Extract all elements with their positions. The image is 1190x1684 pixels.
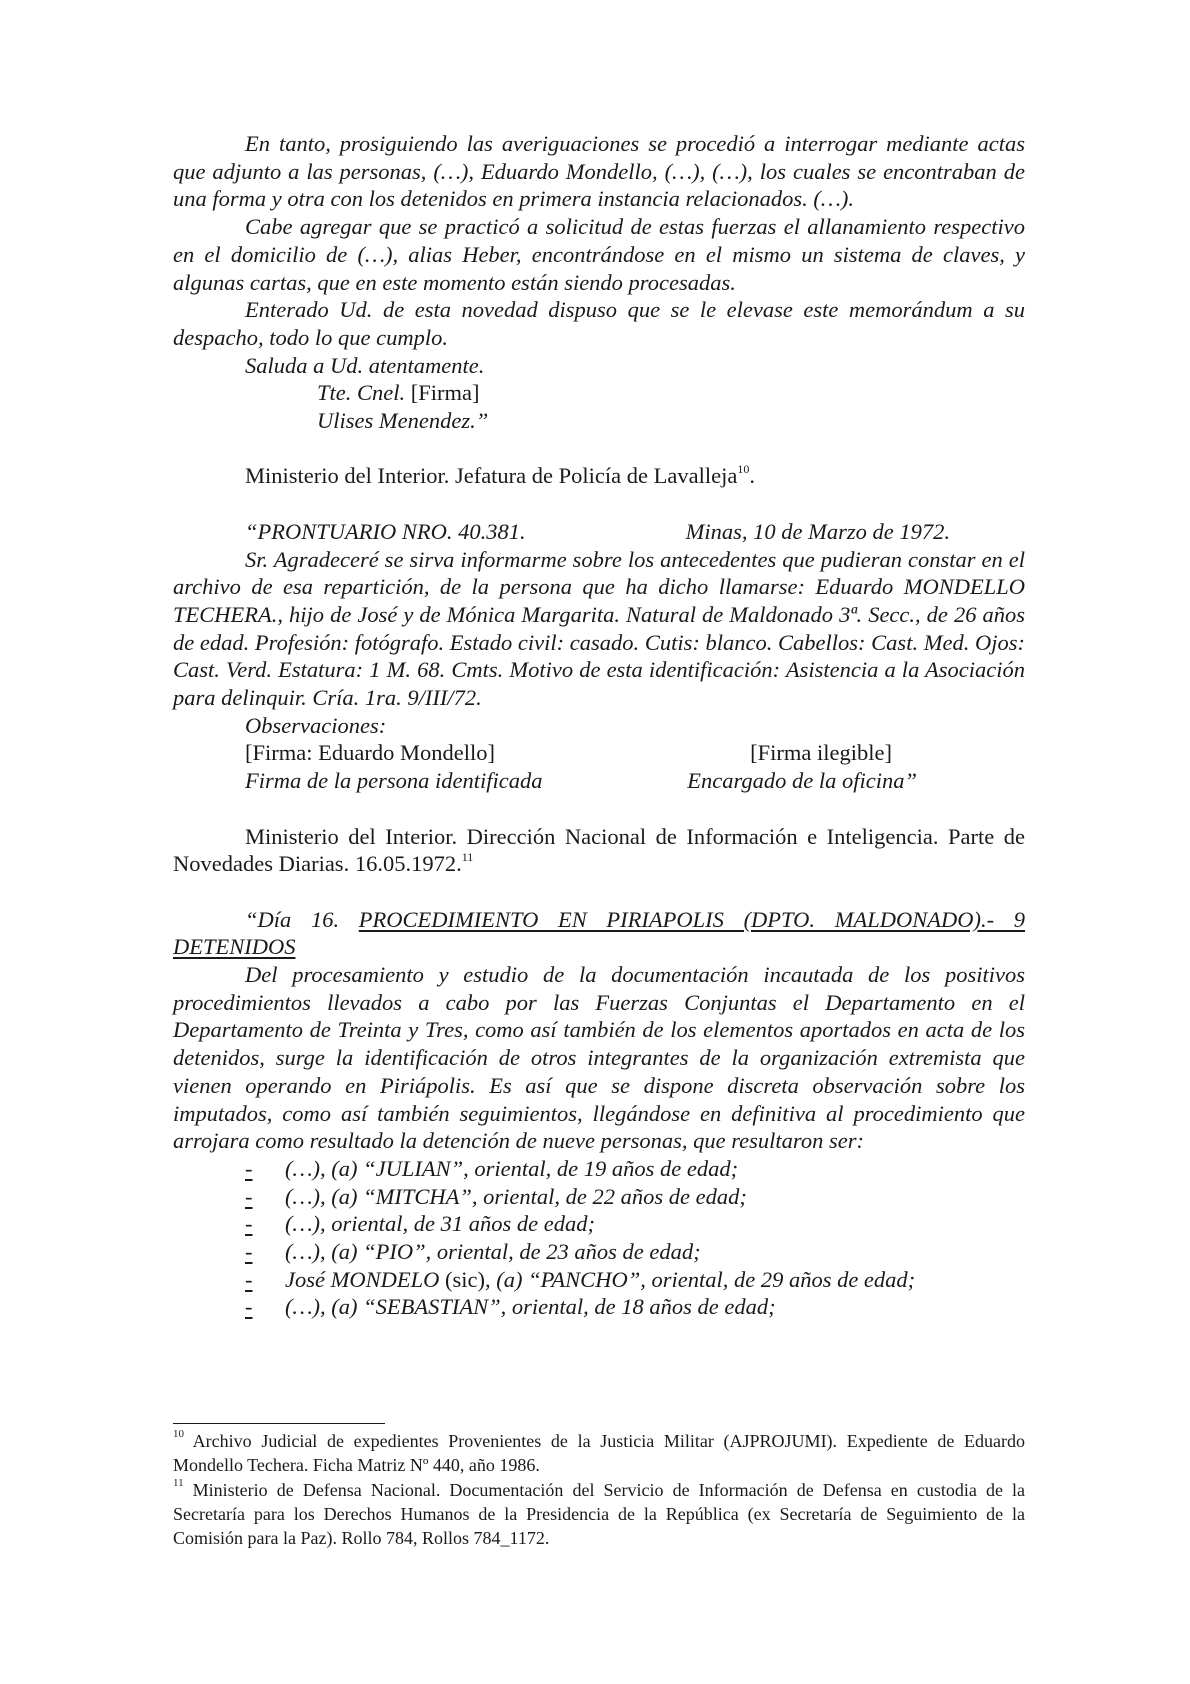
footnote-11 (173, 1478, 1025, 1551)
signature-caption-row (173, 767, 1025, 795)
list-dash: - (245, 1294, 253, 1320)
list-dash: - (245, 1183, 253, 1209)
caption-left: Firma de la persona identificada (245, 768, 543, 794)
list-item-text: (…), (a) “PIO”, oriental, de 23 años de edad; (285, 1239, 701, 1265)
body-text (173, 130, 1025, 1321)
dia-heading-line-2 (173, 933, 1025, 961)
list-item-text: (…), (a) “JULIAN”, oriental, de 19 años de edad; (285, 1155, 739, 1181)
list-item-text (285, 1266, 915, 1294)
paragraph-averiguaciones: En tanto, prosiguiendo las averiguaciones se procedió a interrogar mediante actas que adjunto a las personas, (…), Eduardo Mondello, (…), (…), los cuales se encontraban de una forma y otra con los detenidos en primera instancia relacionados. (…). (173, 131, 1025, 212)
footnote-separator (173, 1423, 385, 1424)
prontuario-line (173, 518, 1025, 546)
footnote-10 (173, 1429, 1025, 1478)
dia-heading-underlined-2: DETENIDOS (173, 934, 296, 960)
list-dash: - (245, 1155, 253, 1181)
source-text: Ministerio del Interior. Dirección Nacional de Información e Inteligencia. Parte de Novedades Diarias. 16.05.1972. (173, 823, 1025, 877)
footnote-number: 10 (173, 1428, 184, 1440)
footnote-ref-10: 10 (737, 461, 750, 476)
list-item-text: (…), (a) “SEBASTIAN”, oriental, de 18 años de edad; (285, 1294, 776, 1320)
paragraph-antecedentes: Sr. Agradeceré se sirva informarme sobre los antecedentes que pudieran constar en el archivo de esa repartición, de la persona que ha dicho llamarse: Eduardo MONDELLO TECHERA., hijo de José y de Mónica Margarita. Natural de Maldonado 3ª. Secc., de 26 años de edad. Profesión: fotógrafo. Estado civil: casado. Cutis: blanco. Cabellos: Cast. Med. Ojos: Cast. Verd. Estatura: 1 M. 68. Cmts. Motivo de esta identificación: Asistencia a la Asociación para delinquir. Cría. 1ra. 9/III/72. (173, 546, 1025, 711)
source-period: . (749, 463, 755, 489)
footnote-number: 11 (173, 1476, 184, 1489)
dia-prefix: “Día 16. (245, 906, 359, 932)
list-dash: - (245, 1239, 253, 1265)
signature-name: Ulises Menendez.” (317, 408, 489, 434)
list-item (245, 1266, 1025, 1294)
footnote-text: Ministerio de Defensa Nacional. Documentación del Servicio de Información de Defensa en custodia de la Secretaría para los Derechos Humanos de la Presidencia de la República (ex Secretaría de Seguimiento de la Comisión para la Paz). Rollo 784, Rollos 784_1172. (173, 1479, 1025, 1549)
firma-left: [Firma: Eduardo Mondello] (245, 740, 495, 766)
dia-heading-line (173, 906, 1025, 934)
signature-rank-line (173, 379, 1025, 407)
list-item (245, 1238, 1025, 1266)
source-heading-lavalleja (173, 462, 1025, 490)
caption-right: Encargado de la oficina” (687, 768, 917, 794)
source-heading-dnii (173, 823, 1025, 878)
sic-note: (sic) (439, 1266, 485, 1292)
footnotes (173, 1429, 1025, 1550)
list-dash: - (245, 1211, 253, 1237)
closing-salutation: Saluda a Ud. atentamente. (245, 352, 485, 378)
prontuario-number: “PRONTUARIO NRO. 40.381. (245, 518, 526, 544)
firma-right: [Firma ilegible] (750, 740, 892, 766)
paragraph-procesamiento: Del procesamiento y estudio de la documentación incautada de los positivos procedimientos llevados a cabo por las Fuerzas Conjuntas el Departamento en el Departamento de Treinta y Tres, como así también de los elementos aportados en acta de los detenidos, surge la identificación de otros integrantes de la organización extremista que vienen operando en Piriápolis. Es así que se dispone discreta observación sobre los imputados, como así también seguimientos, llegándose en definitiva al procedimiento que arrojara como resultado la detención de nueve personas, que resultaron ser: (173, 962, 1025, 1154)
list-dash: - (245, 1266, 253, 1292)
prontuario-place-date: Minas, 10 de Marzo de 1972. (685, 518, 950, 544)
list-item (245, 1183, 1025, 1211)
signature-rank: Tte. Cnel. (317, 380, 406, 406)
detainee-name: José MONDELO (285, 1266, 440, 1292)
signature-firma: [Firma] (405, 380, 480, 406)
source-text: Ministerio del Interior. Jefatura de Policía de Lavalleja (245, 463, 738, 489)
footnote-ref-11: 11 (461, 849, 474, 864)
paragraph-allanamiento: Cabe agregar que se practicó a solicitud de estas fuerzas el allanamiento respectivo en el domicilio de (…), alias Heber, encontrándose en el mismo un sistema de claves, y algunas cartas, que en este momento están siendo procesadas. (173, 214, 1025, 295)
list-item-text: (…), (a) “MITCHA”, oriental, de 22 años de edad; (285, 1183, 747, 1209)
list-item-text: (…), oriental, de 31 años de edad; (285, 1211, 595, 1237)
detainee-details: , (a) “PANCHO”, oriental, de 29 años de edad; (484, 1266, 916, 1292)
signature-row (173, 739, 1025, 767)
dia-heading-underlined: PROCEDIMIENTO EN PIRIAPOLIS (DPTO. MALDONADO).- 9 (358, 906, 1025, 932)
observaciones-label: Observaciones: (245, 712, 387, 738)
footnote-text: Archivo Judicial de expedientes Provenientes de la Justicia Militar (AJPROJUMI). Expediente de Eduardo Mondello Techera. Ficha Matriz Nº 440, año 1986. (173, 1431, 1025, 1476)
detainee-list (173, 1155, 1025, 1321)
list-item (245, 1293, 1025, 1321)
list-item (245, 1210, 1025, 1238)
paragraph-enterado: Enterado Ud. de esta novedad dispuso que se le elevase este memorándum a su despacho, todo lo que cumplo. (173, 297, 1025, 350)
list-item (245, 1155, 1025, 1183)
